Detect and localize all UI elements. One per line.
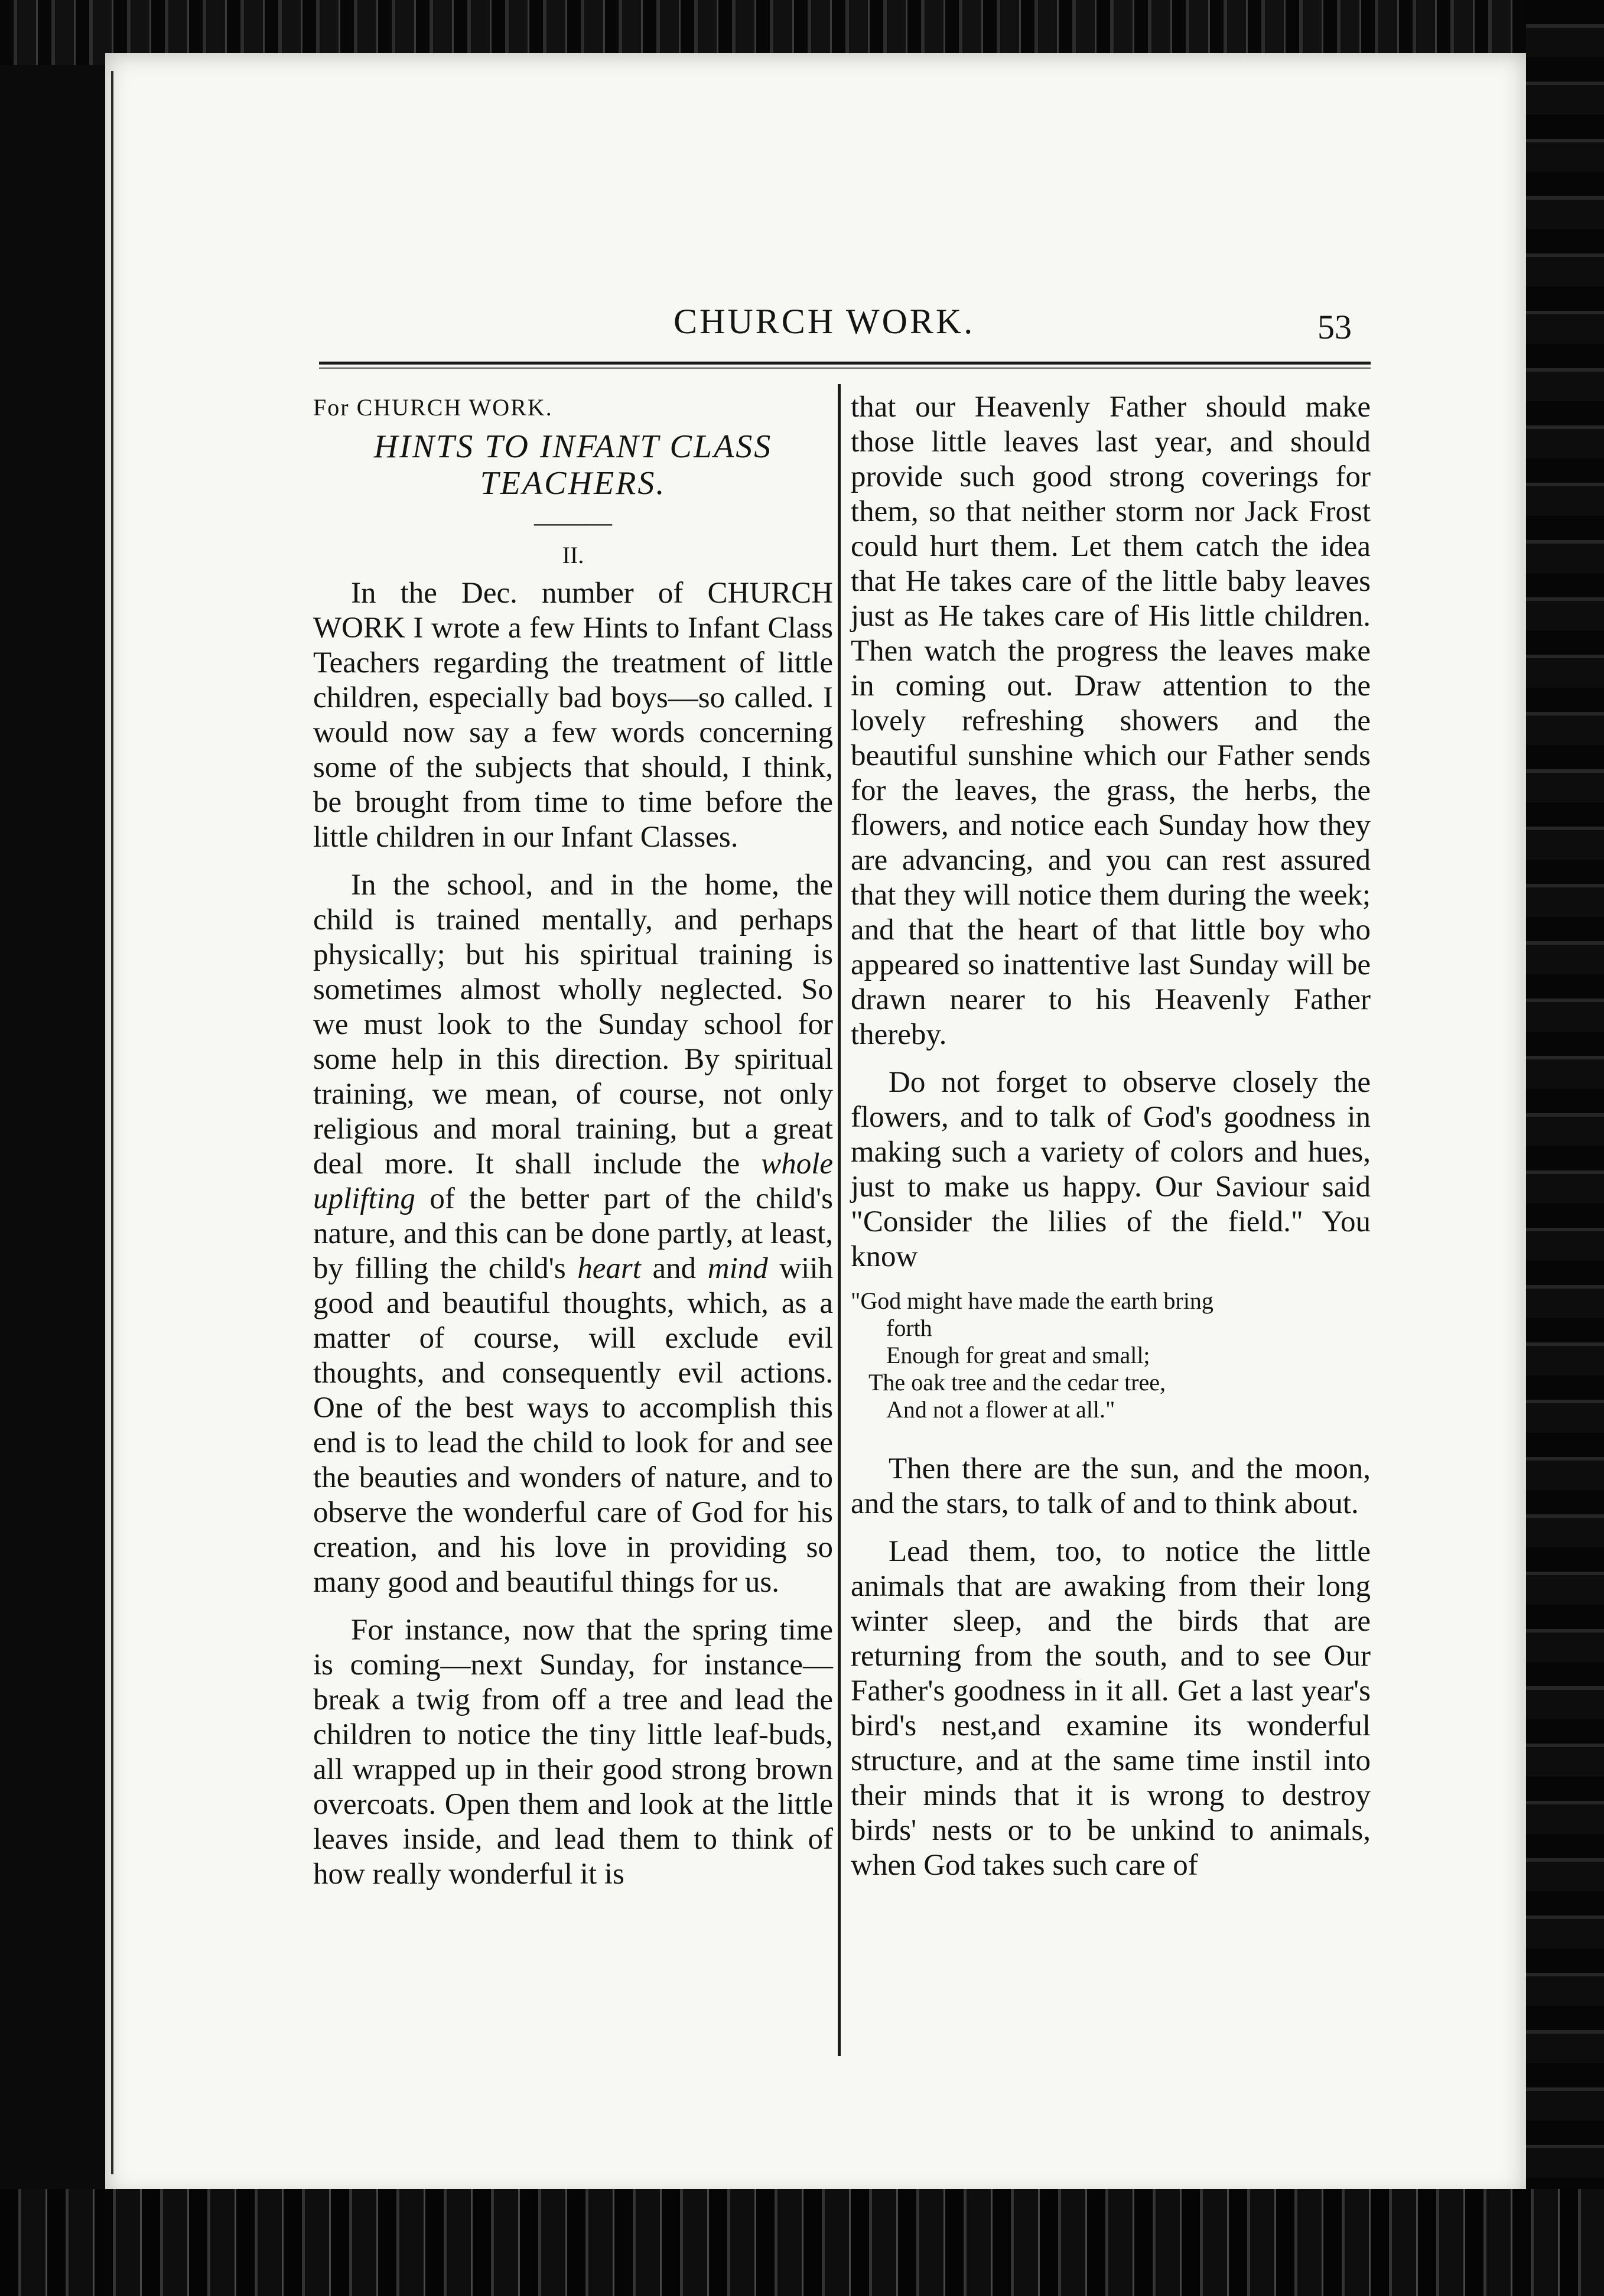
paragraph-right-2: Do not forget to observe closely the flowers, and to talk of God's goodness in making such a variety of colors and hues, just to make us happy. Our Saviour said "Consider the lilies of the field." You know (851, 1066, 1371, 1273)
running-title: CHURCH WORK. (674, 302, 975, 341)
section-numeral: II. (562, 542, 584, 568)
poem-line: forth (886, 1315, 932, 1341)
scan-right-border (1526, 0, 1604, 2296)
poem-line: "God might have made the earth bring (851, 1287, 1213, 1314)
article-title-line2: TEACHERS. (480, 465, 666, 502)
paragraph-left-2-text-b: of the better part of the child's nature, and this can be done partly, at least, by filling the child's (313, 1182, 833, 1285)
paragraph-left-2 (313, 868, 833, 1600)
paragraph-left-2-text-d: wiih good and beautiful thoughts, which, as a matter of course, will exclude evil thoughts, and consequently evil actions. One of the best ways to accomplish this end is to lead the child to look for and see the beauties and wonders of nature, and to observe the wonderful care of God for his creation, and his love in providing so many good and beautiful things for us. (313, 1252, 833, 1599)
right-column (851, 390, 1371, 1896)
poem-line: Enough for great and small; (886, 1342, 1150, 1368)
paragraph-left-3: For instance, now that the spring time is coming—next Sunday, for instance—break a twig from off a tree and lead the children to notice the tiny little leaf-buds, all wrapped up in their good strong brown overcoats. Open them and look at the little leaves inside, and lead them to think of how really wonderful it is (313, 1614, 833, 1891)
emphasis-whole-uplifting: whole uplifting (313, 1147, 834, 1215)
paragraph-left-2-text-a: In the school, and in the home, the child is trained mentally, and perhaps physically; but his spiritual training is sometimes almost wholly neglected. So we must look to the Sunday school for some help in this direction. By spiritual training, we mean, of course, not only religious and moral training, but a great deal more. It shall include the (313, 869, 833, 1180)
title-ornament: ——— (534, 508, 612, 537)
paragraph-right-4: Lead them, too, to notice the little animals that are awaking from their long winter sleep, and the birds that are returning from the south, and to see Our Father's goodness in it all. Get a last year's bird's nest,and examine its wonderful structure, and at the same time instil into their minds that it is wrong to destroy birds' nests or to be unkind to animals, when God takes such care of (851, 1535, 1371, 1882)
page-number: 53 (1317, 308, 1352, 346)
poem-line: The oak tree and the cedar tree, (868, 1369, 1166, 1396)
paragraph-left-2-text-c: and (652, 1252, 697, 1285)
emphasis-mind: mind (707, 1252, 768, 1285)
article-title (313, 428, 833, 502)
paragraph-left-1: In the Dec. number of CHURCH WORK I wrote a few Hints to Infant Class Teachers regarding the treatment of little children, especially bad boys—so called. I would now say a few words concerning some of the subjects that should, I think, be brought from time to time before the little children in our Infant Classes. (313, 577, 833, 854)
paragraph-right-1: that our Heavenly Father should make those little leaves last year, and should provide such good strong coverings for them, so that neither storm nor Jack Frost could hurt them. Let them catch the idea that He takes care of the little baby leaves just as He takes care of His little children. Then watch the progress the leaves make in coming out. Draw attention to the lovely refreshing showers and the beautiful sunshine which our Father sends for the leaves, the grass, the herbs, the flowers, and notice each Sunday how they are advancing, and you can rest assured that they will notice them during the week; and that the heart of that little boy who appeared so inattentive last Sunday will be drawn nearer to his Heavenly Father thereby. (851, 391, 1371, 1051)
left-column (313, 390, 833, 1905)
article-byline: For CHURCH WORK. (313, 394, 553, 421)
header-rule (319, 362, 1371, 365)
binding-edge-line (111, 71, 113, 2174)
poem-quotation (851, 1287, 1371, 1423)
header-rule-thin (319, 368, 1371, 369)
paragraph-right-3: Then there are the sun, and the moon, and the stars, to talk of and to think about. (851, 1452, 1371, 1520)
article-title-line1: HINTS TO INFANT CLASS (373, 428, 773, 465)
emphasis-heart: heart (577, 1252, 641, 1285)
column-divider (838, 384, 841, 2056)
scan-bottom-border (0, 2189, 1604, 2296)
poem-line: And not a flower at all." (886, 1396, 1115, 1423)
